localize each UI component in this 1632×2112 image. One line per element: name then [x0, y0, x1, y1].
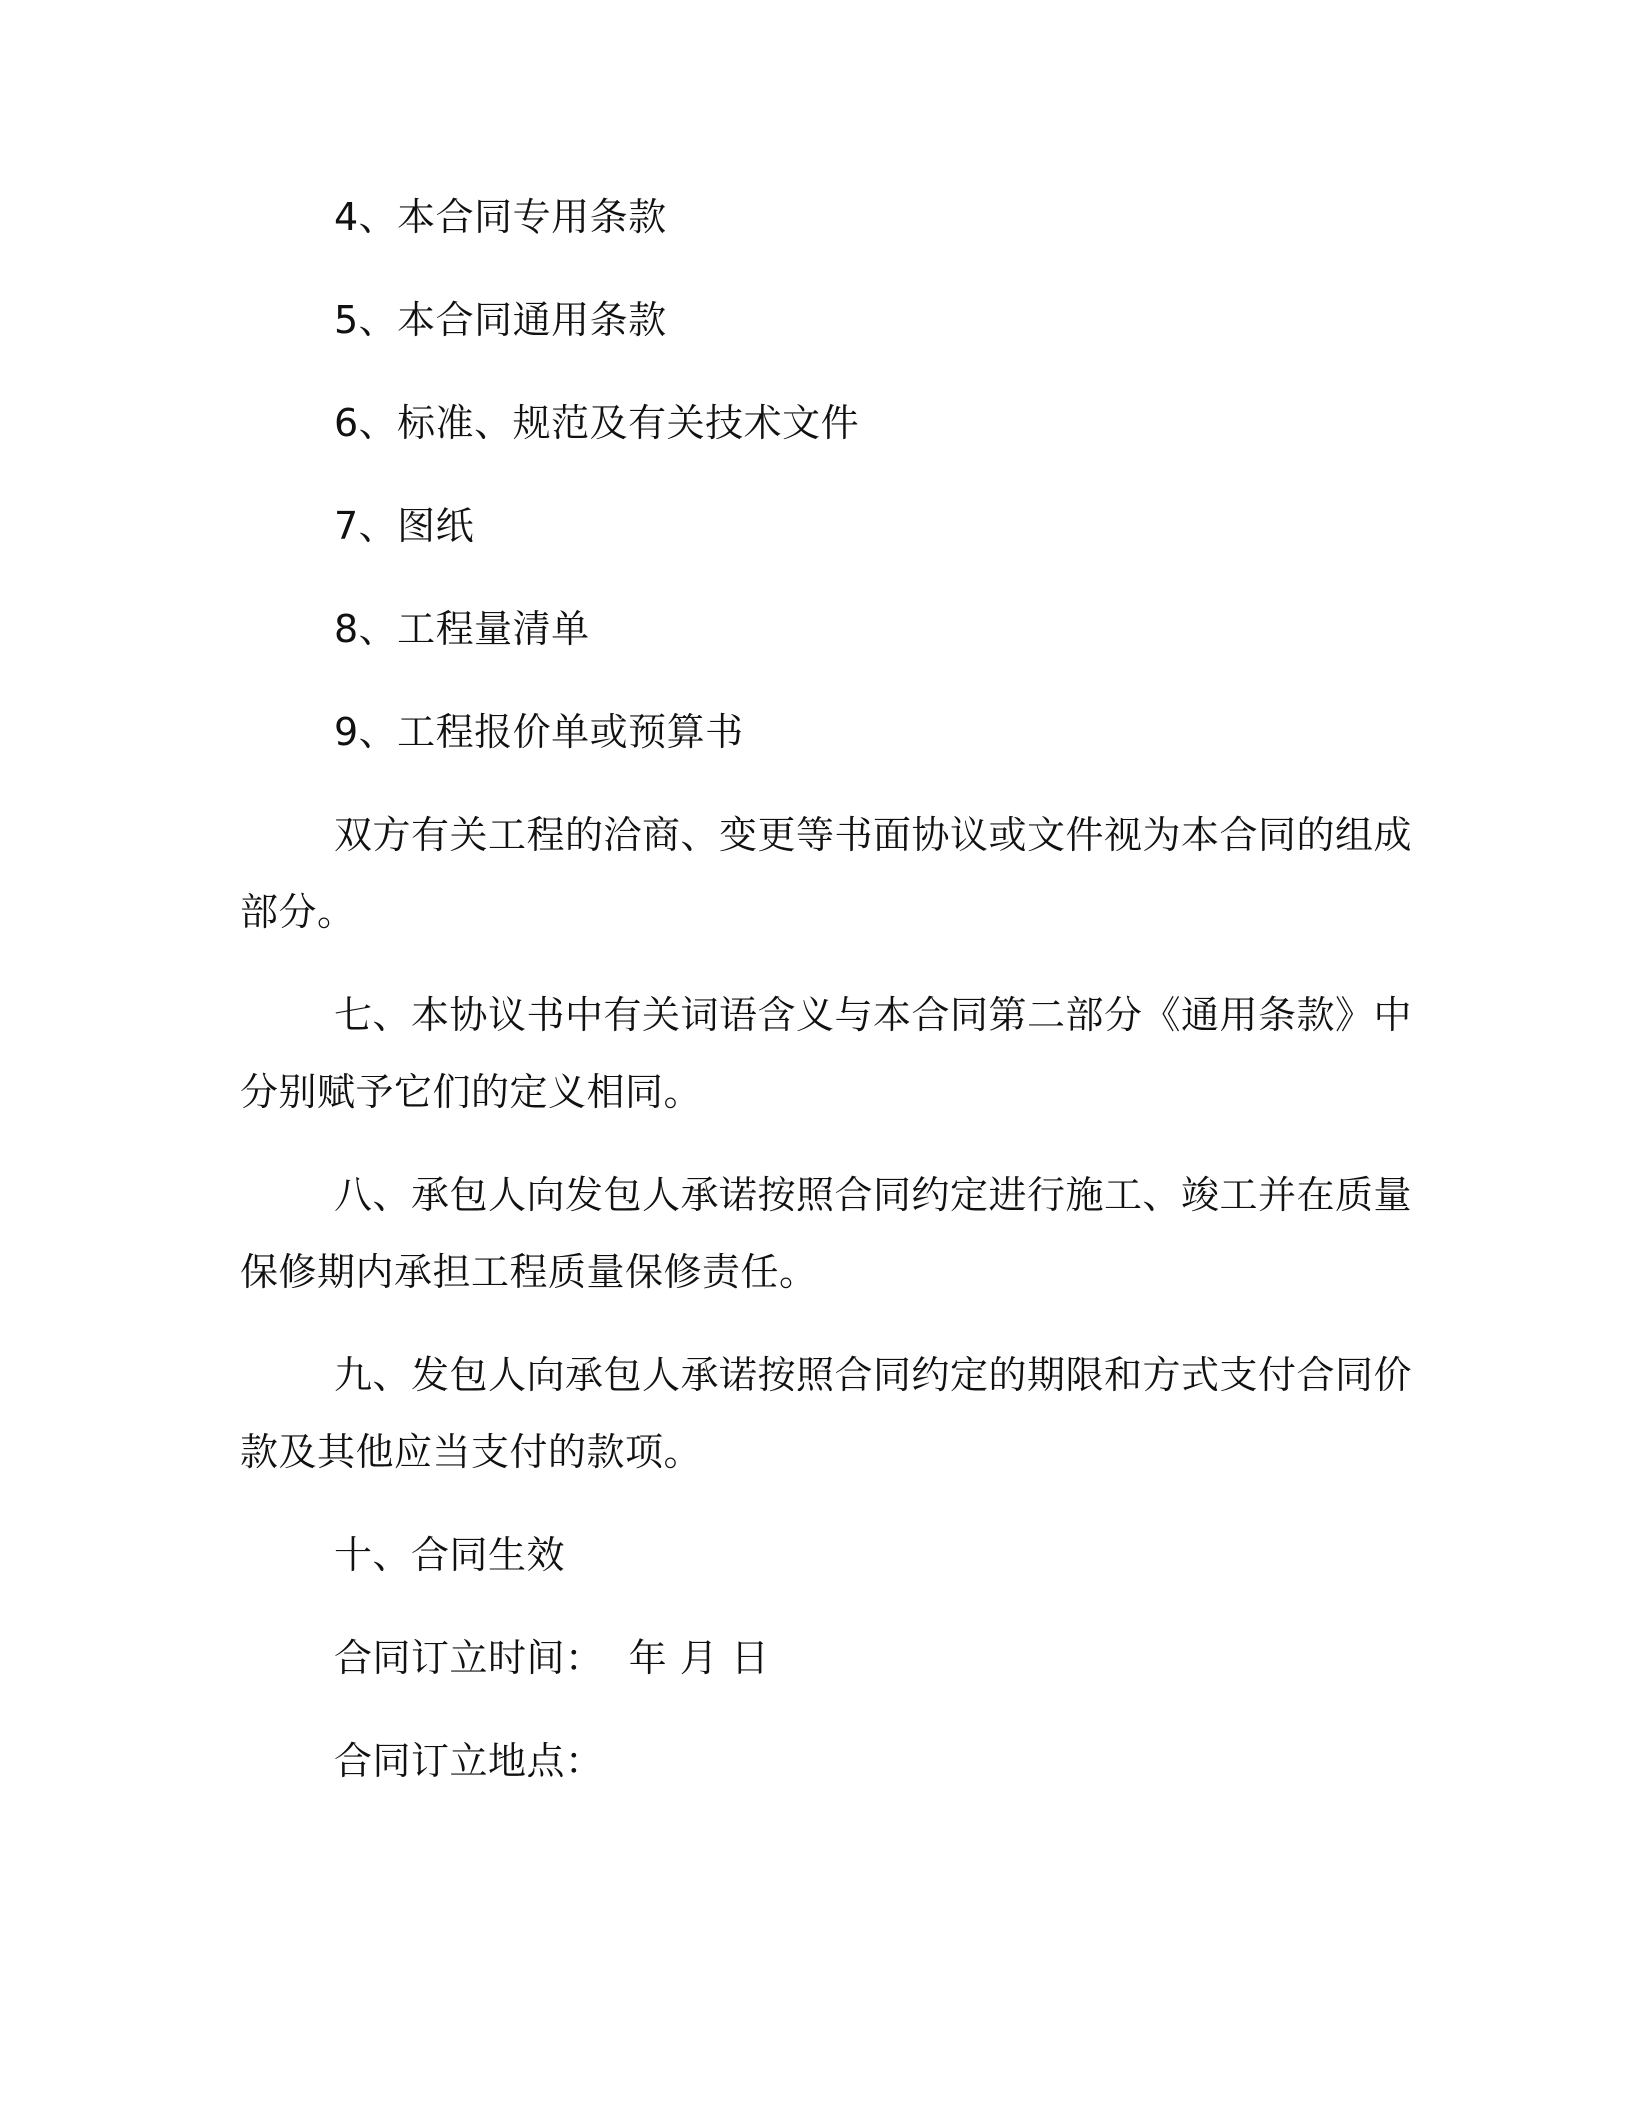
- clause-seven-continuation: 分别赋予它们的定义相同。: [240, 1070, 703, 1114]
- signing-place: 合同订立地点：: [334, 1739, 604, 1783]
- list-item-special-terms: 4、本合同专用条款: [334, 195, 667, 239]
- clause-seven-first-line: 七、本协议书中有关词语含义与本合同第二部分《通用条款》中: [334, 993, 1413, 1037]
- list-item-general-terms: 5、本合同通用条款: [334, 298, 667, 342]
- clause-nine-continuation: 款及其他应当支付的款项。: [240, 1430, 703, 1474]
- clause-nine-first-line: 九、发包人向承包人承诺按照合同约定的期限和方式支付合同价: [334, 1353, 1413, 1397]
- list-item-quotation: 9、工程报价单或预算书: [334, 710, 744, 754]
- paragraph-negotiation-continuation: 部分。: [240, 890, 356, 934]
- clause-eight-first-line: 八、承包人向发包人承诺按照合同约定进行施工、竣工并在质量: [334, 1173, 1413, 1217]
- clause-eight-continuation: 保修期内承担工程质量保修责任。: [240, 1250, 818, 1294]
- paragraph-negotiation-first-line: 双方有关工程的洽商、变更等书面协议或文件视为本合同的组成: [334, 813, 1413, 857]
- list-item-bill-of-quantities: 8、工程量清单: [334, 607, 590, 651]
- list-item-standards: 6、标准、规范及有关技术文件: [334, 401, 860, 445]
- clause-ten-heading: 十、合同生效: [334, 1533, 566, 1577]
- signing-time: 合同订立时间： 年 月 日: [334, 1636, 770, 1680]
- list-item-drawings: 7、图纸: [334, 504, 475, 548]
